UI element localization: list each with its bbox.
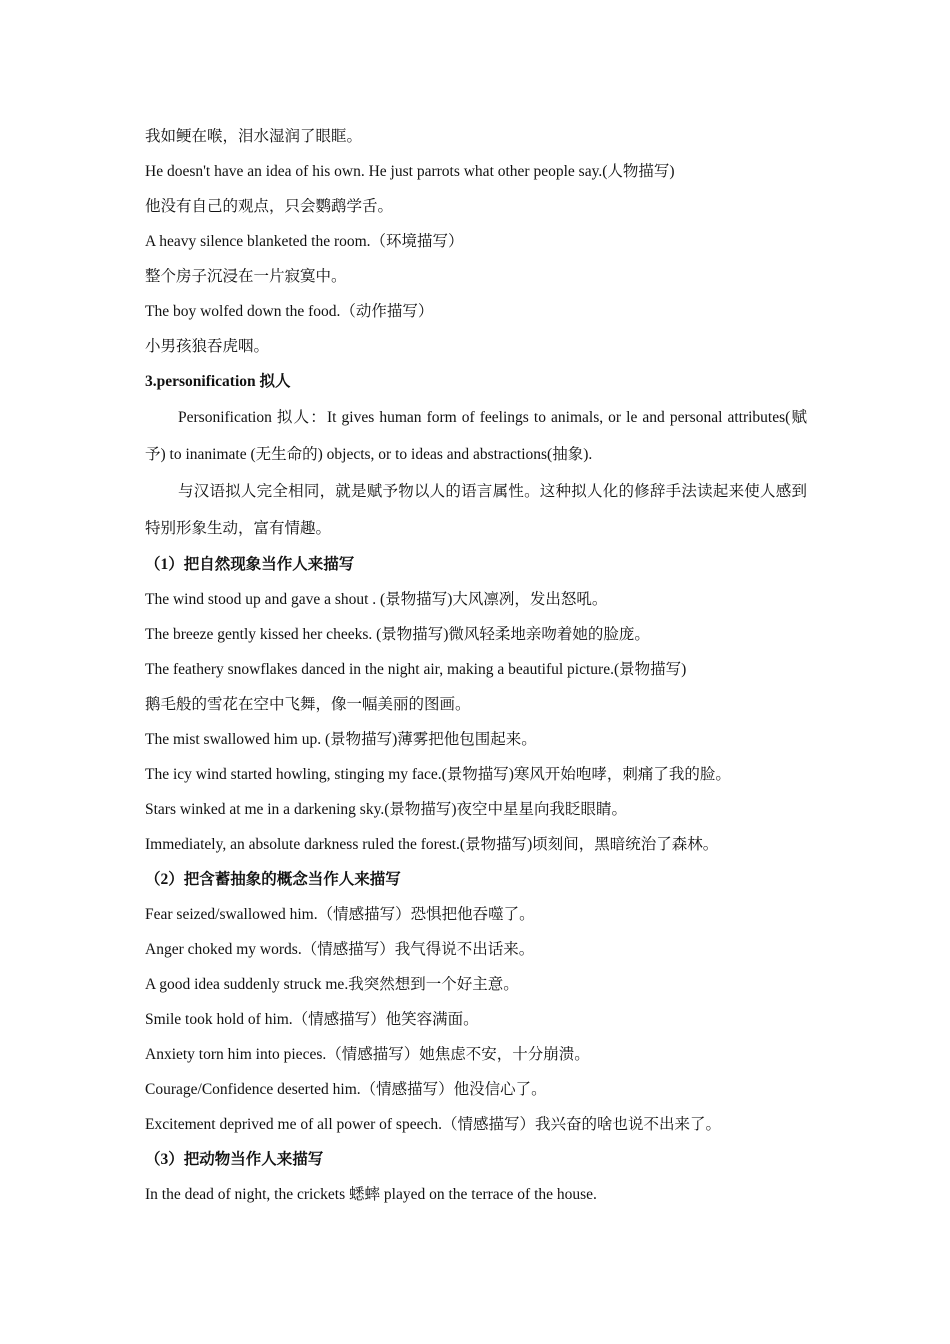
text-line: The icy wind started howling, stinging my face.(景物描写)寒风开始咆哮，刺痛了我的脸。 [145,766,731,783]
subsection-heading-3: （3）把动物当作人来描写 [145,1151,324,1168]
definition-paragraph: Personification 拟人：It gives human form of feelings to animals, or le and personal attributes(赋予) to inanimate (无生命的) objects, or to ideas and abstractions(抽象). [145,409,807,463]
text-line: He doesn't have an idea of his own. He just parrots what other people say.(人物描写) [145,163,675,180]
text-line: The wind stood up and gave a shout . (景物描写)大风凛冽，发出怒吼。 [145,591,608,608]
text-line: Excitement deprived me of all power of speech.（情感描写）我兴奋的啥也说不出来了。 [145,1116,721,1133]
subsection-heading-2: （2）把含蓄抽象的概念当作人来描写 [145,871,401,888]
text-line: Anxiety torn him into pieces.（情感描写）她焦虑不安，十分崩溃。 [145,1046,590,1063]
text-line: Immediately, an absolute darkness ruled the forest.(景物描写)顷刻间，黑暗统治了森林。 [145,836,719,853]
text-line: The feathery snowflakes danced in the night air, making a beautiful picture.(景物描写) [145,661,687,678]
text-line: 鹅毛般的雪花在空中飞舞，像一幅美丽的图画。 [145,696,471,713]
text-line: In the dead of night, the crickets 蟋蟀 played on the terrace of the house. [145,1186,597,1203]
text-line: 他没有自己的观点，只会鹦鹉学舌。 [145,198,394,215]
document-page [145,119,807,1212]
text-line: Fear seized/swallowed him.（情感描写）恐惧把他吞噬了。 [145,906,535,923]
text-line: The mist swallowed him up. (景物描写)薄雾把他包围起来。 [145,731,537,748]
text-line: A heavy silence blanketed the room.（环境描写） [145,233,464,250]
text-line: The breeze gently kissed her cheeks. (景物描写)微风轻柔地亲吻着她的脸庞。 [145,626,650,643]
text-line: A good idea suddenly struck me.我突然想到一个好主意。 [145,976,519,993]
section-heading: 3.personification 拟人 [145,373,291,390]
text-line: The boy wolfed down the food.（动作描写） [145,303,434,320]
text-line: 我如鲠在喉，泪水湿润了眼眶。 [145,128,363,145]
subsection-heading-1: （1）把自然现象当作人来描写 [145,556,355,573]
chinese-paragraph: 与汉语拟人完全相同，就是赋予物以人的语言属性。这种拟人化的修辞手法读起来使人感到特别形象生动，富有情趣。 [145,483,807,537]
text-line: Smile took hold of him.（情感描写）他笑容满面。 [145,1011,479,1028]
text-line: Anger choked my words.（情感描写）我气得说不出话来。 [145,941,535,958]
text-line: 整个房子沉浸在一片寂寞中。 [145,268,347,285]
text-line: Courage/Confidence deserted him.（情感描写）他没信心了。 [145,1081,547,1098]
text-line: Stars winked at me in a darkening sky.(景物描写)夜空中星星向我眨眼睛。 [145,801,628,818]
text-line: 小男孩狼吞虎咽。 [145,338,270,355]
